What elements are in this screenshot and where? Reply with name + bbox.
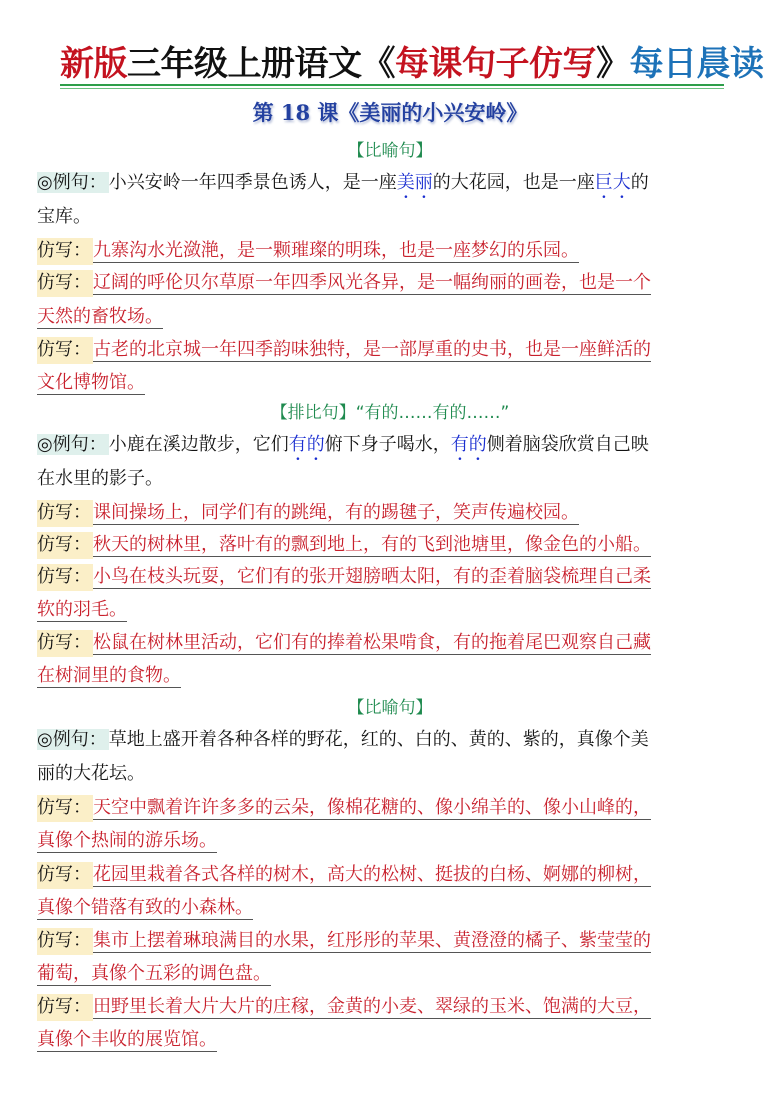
title-divider bbox=[60, 84, 724, 86]
example-text: 俯下身子喝水， bbox=[324, 434, 451, 455]
imitation-text: 集市上摆着琳琅满目的水果，红彤彤的苹果、黄澄澄的橘子、紫莹莹的 bbox=[93, 930, 651, 951]
example-line bbox=[37, 170, 747, 203]
imitation-text: 秋天的树林里，落叶有的飘到地上，有的飞到池塘里，像金色的小船。 bbox=[93, 534, 651, 555]
imitation-text: 在树洞里的食物。 bbox=[37, 665, 181, 686]
imitation-line bbox=[37, 630, 747, 656]
imitation-line-cont bbox=[37, 895, 747, 921]
imitation-line-cont bbox=[37, 961, 747, 987]
example-text: 的大花园，也是一座 bbox=[432, 172, 595, 193]
imitation-line-cont bbox=[37, 663, 747, 689]
imitation-text: 软的羽毛。 bbox=[37, 599, 127, 620]
imitation-line-cont bbox=[37, 370, 747, 396]
imitation-line bbox=[37, 862, 747, 888]
example-line-cont bbox=[37, 761, 747, 787]
imitation-text: 真像个错落有致的小森林。 bbox=[37, 897, 253, 918]
example-line bbox=[37, 727, 747, 753]
imitate-label: 仿写： bbox=[37, 928, 93, 955]
example-line-cont bbox=[37, 466, 747, 492]
example-text: 在水里的影子。 bbox=[37, 468, 163, 489]
imitate-label: 仿写： bbox=[37, 862, 93, 889]
main-title bbox=[60, 42, 764, 86]
imitation-text: 文化博物馆。 bbox=[37, 372, 145, 393]
title-bracket-close: 》 bbox=[596, 44, 630, 84]
title-part-new-edition: 新版 bbox=[60, 44, 127, 84]
lesson-title: 第 18 课《美丽的小兴安岭》 bbox=[252, 100, 528, 125]
imitation-line-cont bbox=[37, 304, 747, 330]
imitation-line bbox=[37, 564, 747, 590]
section-heading-quote: “有的……有的……” bbox=[355, 403, 510, 423]
imitation-line bbox=[37, 795, 747, 821]
imitation-line bbox=[37, 994, 747, 1020]
imitation-line bbox=[37, 238, 747, 264]
imitate-label: 仿写： bbox=[37, 795, 93, 822]
imitation-text: 松鼠在树林里活动，它们有的捧着松果啃食，有的拖着尾巴观察自己藏 bbox=[93, 632, 651, 653]
title-bracket-open: 《 bbox=[361, 44, 395, 84]
imitation-text: 课间操场上，同学们有的跳绳，有的踢毽子，笑声传遍校园。 bbox=[93, 502, 579, 523]
title-divider-thin bbox=[60, 88, 724, 89]
imitation-line bbox=[37, 500, 747, 526]
section-heading: 【比喻句】 bbox=[347, 141, 433, 161]
highlight-word: 有的 bbox=[288, 434, 325, 455]
imitation-line-cont bbox=[37, 828, 747, 854]
example-text: 小兴安岭一年四季景色诱人，是一座 bbox=[108, 172, 397, 193]
imitation-text: 葡萄，真像个五彩的调色盘。 bbox=[37, 963, 271, 984]
imitate-label: 仿写： bbox=[37, 564, 93, 591]
example-text: 侧着脑袋欣赏自己映 bbox=[486, 434, 649, 455]
imitation-text: 真像个热闹的游乐场。 bbox=[37, 830, 217, 851]
imitation-line bbox=[37, 928, 747, 954]
example-text: 小鹿在溪边散步，它们 bbox=[108, 434, 289, 455]
imitation-line-cont bbox=[37, 1027, 747, 1053]
imitation-text: 田野里长着大片大片的庄稼，金黄的小麦、翠绿的玉米、饱满的大豆， bbox=[93, 996, 651, 1017]
imitate-label: 仿写： bbox=[37, 270, 93, 297]
example-text: 宝库。 bbox=[37, 206, 91, 227]
highlight-word: 巨大 bbox=[594, 172, 631, 193]
imitation-text: 天然的畜牧场。 bbox=[37, 306, 163, 327]
section-heading: 【比喻句】 bbox=[347, 698, 433, 718]
example-line-cont bbox=[37, 204, 747, 230]
imitation-text: 九寨沟水光潋滟，是一颗璀璨的明珠，也是一座梦幻的乐园。 bbox=[93, 240, 579, 261]
highlight-word: 有的 bbox=[450, 434, 487, 455]
imitation-line bbox=[37, 270, 747, 296]
imitation-text: 古老的北京城一年四季韵味独特，是一部厚重的史书，也是一座鲜活的 bbox=[93, 339, 651, 360]
imitate-label: 仿写： bbox=[37, 630, 93, 657]
imitation-line bbox=[37, 532, 747, 558]
imitation-text: 天空中飘着许许多多的云朵，像棉花糖的、像小绵羊的、像小山峰的， bbox=[93, 797, 651, 818]
imitation-line-cont bbox=[37, 597, 747, 623]
example-label: ◎例句： bbox=[37, 729, 107, 750]
imitate-label: 仿写： bbox=[37, 238, 93, 265]
imitation-text: 花园里栽着各式各样的树木，高大的松树、挺拔的白杨、婀娜的柳树， bbox=[93, 864, 651, 885]
imitation-line bbox=[37, 337, 747, 363]
imitation-text: 真像个丰收的展览馆。 bbox=[37, 1029, 217, 1050]
imitate-label: 仿写： bbox=[37, 532, 93, 559]
example-text: 的 bbox=[630, 172, 649, 193]
example-text: 丽的大花坛。 bbox=[37, 763, 145, 784]
example-text: 草地上盛开着各种各样的野花，红的、白的、黄的、紫的，真像个美 bbox=[108, 729, 649, 750]
imitate-label: 仿写： bbox=[37, 994, 93, 1021]
imitation-text: 小鸟在枝头玩耍，它们有的张开翅膀晒太阳，有的歪着脑袋梳理自己柔 bbox=[93, 566, 651, 587]
imitation-text: 辽阔的呼伦贝尔草原一年四季风光各异，是一幅绚丽的画卷，也是一个 bbox=[93, 272, 651, 293]
imitate-label: 仿写： bbox=[37, 500, 93, 527]
example-line bbox=[37, 432, 747, 465]
section-heading bbox=[0, 401, 780, 425]
title-part-topic: 每课句子仿写 bbox=[395, 44, 596, 84]
title-part-daily: 每日晨读 bbox=[629, 44, 764, 84]
highlight-word: 美丽 bbox=[396, 172, 433, 193]
title-part-grade: 三年级上册语文 bbox=[127, 44, 362, 84]
section-heading-label: 【排比句】 bbox=[270, 403, 356, 423]
example-label: ◎例句： bbox=[37, 172, 107, 193]
example-label: ◎例句： bbox=[37, 434, 107, 455]
imitate-label: 仿写： bbox=[37, 337, 93, 364]
